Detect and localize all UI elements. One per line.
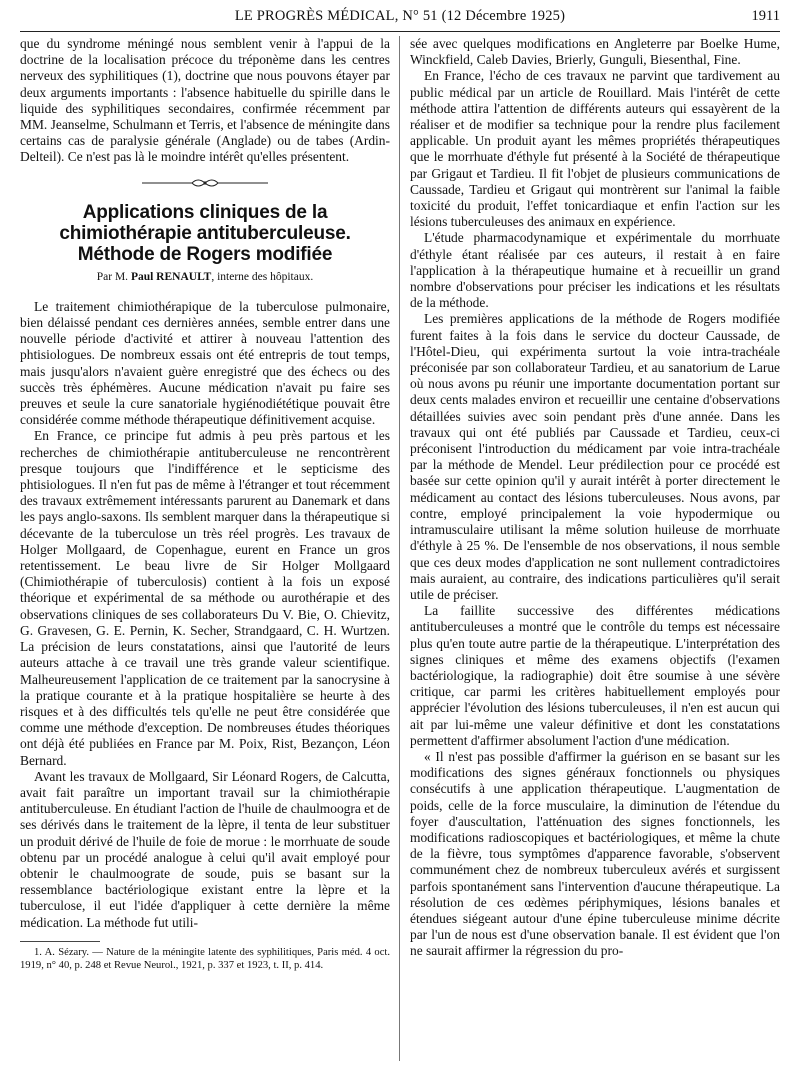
body-paragraph: En France, ce principe fut admis à peu près partous et les recherches de chimiothérapie antituberculeuse ne rencontrèrent presque toujours que l'indifférence et le septicisme des phtisiologues. Il n'en fut pas de même à l'étranger et tout récemment des travaux extrêmement intéressants parurent au Danemark et dans les pays anglo-saxons. Ils semblent marquer dans la thérapeutique si décevante de la tuberculose un très réel progrès. Les travaux de Holger Mollgaard, de Copenhague, eurent en France un gros retentissement. Le beau livre de Sir Holger Mollgaard (Chimiothérapie of tuberculosis) contient à la fois un exposé théorique et expérimental de sa méthode ou aurothérapie et des observations cliniques de ses collaborateurs Du V. Bie, O. Chievitz, G. Gravesen, G. E. Pernin, K. Secher, Strandgaard, C. H. Wurtzen. La précision de leurs constatations, ainsi que l'autorité de leurs auteurs attache à ce travail une très grande valeur scientifique. Malheureusement l'application de ce traitement par la sanocrysine à la pratique courante et à la pratique hospitalière se heurte à des risques et à des difficultés tels qu'elle ne peut être considérée que comme une méthode d'exception. De nombreuses études théoriques ont déjà été publiées en France par M. Poix, Rist, Bezançon, Léon Bernard. [20, 428, 390, 768]
left-column [20, 36, 390, 1073]
journal-title: LE PROGRÈS MÉDICAL, N° 51 (12 Décembre 1925) [234, 8, 566, 24]
body-paragraph: sée avec quelques modifications en Angleterre par Boelke Hume, Winckfield, Caleb Davies, Brierly, Gunguli, Biesenthal, Fine. [410, 36, 780, 68]
body-paragraph: La faillite successive des différentes médications antituberculeuses a montré que le contrôle du temps est nécessaire plus qu'en toute autre partie de la thérapeutique. L'interprétation des signes cliniques et même des examens objectifs (l'examen bactériologique, la radiographie) doit être soumise à une sévère critique, car parmi les critères habituellement employés pour apprécier l'évolution des lésions tuberculeuses, il n'en est aucun qui ait par lui-même une valeur définitive et dont les constatations permettent d'affirmer absolument l'action d'une médication. [410, 603, 780, 748]
right-column [410, 36, 780, 1073]
ornament-divider-icon [140, 176, 270, 190]
body-paragraph: Le traitement chimiothérapique de la tuberculose pulmonaire, bien délaissé pendant ces dernières années, semble entrer dans une nouvelle période d'activité et attirer à nouveau l'attention des phtisiologues. De nombreux essais ont été entrepris de tout temps, mais jusqu'alors n'avaient guère enregistré que des échecs ou des succès très éphémères. Aucune médication n'avait pu faire ses preuves et seule la cure sanatoriale hygiénodiététique pouvait être considérée comme méthode thérapeutique définitivement acquise. [20, 298, 390, 428]
footnote-rule [20, 941, 100, 942]
body-paragraph: En France, l'écho de ces travaux ne parvint que tardivement au public médical par un article de Rouillard. Mais l'intérêt de cette méthode attira l'attention de différents auteurs qui essayèrent de la réaliser et de modifier sa technique pour la rendre plus facilement applicable. Un produit ayant les mêmes propriétés thérapeutiques que le morrhuate d'éthyle fut présenté à la Société de thérapeutique par Grigaut et Tardieu. Il fit l'objet de plusieurs communications de Caussade, Tardieu et Grigaut qui montrèrent sur l'animal la faible toxicité du produit, l'effet tonicardiaque et enfin l'action sur les lésions tuberculeuses des animaux en expérience. [410, 68, 780, 230]
byline-author: Paul RENAULT [130, 270, 212, 283]
column-divider [399, 36, 400, 1061]
byline [20, 269, 390, 285]
article-title: Applications cliniques de la chimiothérapie antituberculeuse. Méthode de Rogers modifiée [59, 201, 351, 265]
page-header [20, 6, 780, 30]
body-paragraph: « Il n'est pas possible d'affirmer la guérison en se basant sur les modifications des signes généraux fonctionnels ou physiques consécutifs à une application thérapeutique. L'augmentation de poids, celle de la force musculaire, la diminution de l'étendue du foyer d'auscultation, l'atténuation des signes fonctionnels, les modifications radioscopiques et bactériologiques, et même la chute de la fièvre, tous symptômes d'apparence favorable, s'observent communément chez de nombreux tuberculeux avérés et surgissent parfois spontanément sans l'intervention d'aucune thérapeutique. La résolution de ces œdèmes périphymiques, lésions banales et étendues siégeant autour d'une épine tuberculeuse minime décrite par l'un de nous est d'une observation banale. Il est évident que l'on ne saurait affirmer la régression du pro- [410, 748, 780, 959]
header-rule [20, 31, 780, 32]
byline-prefix: Par M. [96, 270, 129, 283]
page-number: 1911 [751, 8, 780, 24]
body-paragraph: L'étude pharmacodynamique et expérimentale du morrhuate d'éthyle étant réalisée par ces auteurs, il restait à en faire l'application à la thérapeutique humaine et à recueillir un grand nombre d'observations pour préciser les indications et les résultats de la méthode. [410, 230, 780, 311]
footnote: 1. A. Sézary. — Nature de la méningite latente des syphilitiques, Paris méd. 4 oct. 1919, n° 40, p. 248 et Revue Neurol., 1921, p. 337 et 1923, t. II, p. 414. [20, 946, 390, 971]
body-paragraph: Avant les travaux de Mollgaard, Sir Léonard Rogers, de Calcutta, avait fait paraître un important travail sur la chimiothérapie antituberculeuse. En étudiant l'action de l'huile de chaulmoogra et de ses dérivés dans le traitement de la lèpre, il tenta de leur substituer un produit dérivé de l'huile de foie de morue : le morrhuate de soude obtenu par un procédé analogue à celui qu'il avait employé pour obtenir le chaulmoograte de soude, puis se basant sur la ressemblance bactériologique existant entre la lèpre et la tuberculose, il eut l'idée d'appliquer à cette dernière la même médication. La méthode fut utili- [20, 768, 390, 930]
body-paragraph: Les premières applications de la méthode de Rogers modifiée furent faites à la fois dans le service du docteur Caussade, de l'Hôtel-Dieu, qui expérimenta surtout la voie intra-trachéale préconisée par son collaborateur Tardieu, et au sanatorium de Larue où nous avons pu réunir une importante documentation portant sur deux cents malades environ et recueillir une centaine d'observations détaillées suivies avec soin pendant près d'une année. Dans les travaux qui ont été publiés par Caussade et Tardieu, ceux-ci préconisent l'introduction du médicament par voie intra-trachéale par la méthode de Mendel. Leur prédilection pour ce procédé est basée sur cette opinion qu'il y aurait intérêt à porter directement le médicament au contact des lésions tuberculeuses. Nous avons, par contre, employé principalement la voie hypodermique ou intramusculaire utilisant la même solution huileuse de morrhuate d'éthyle à 25 %. De l'ensemble de nos observations, il nous semble que ces deux modes d'application ne sont nullement contradictoires mais auraient, au contraire, des indications particulières qu'il serait utile de préciser. [410, 311, 780, 602]
byline-suffix: , interne des hôpitaux. [211, 270, 314, 283]
continuation-paragraph: que du syndrome méningé nous semblent venir à l'appui de la doctrine de la localisation précoce du tréponème dans les centres nerveux des syphilitiques (1), doctrine que nous pouvons étayer par deux arguments importants : l'absence habituelle du spirille dans le liquide des syphilitiques secondaires, confirmée récemment par MM. Jeanselme, Schulmann et Terris, et l'absence de méningite dans certains cas de paralysie générale (Anglade) ou de tabes (Ardin-Delteil). Ce n'est pas là le moindre intérêt qu'elles présentent. [20, 36, 390, 165]
